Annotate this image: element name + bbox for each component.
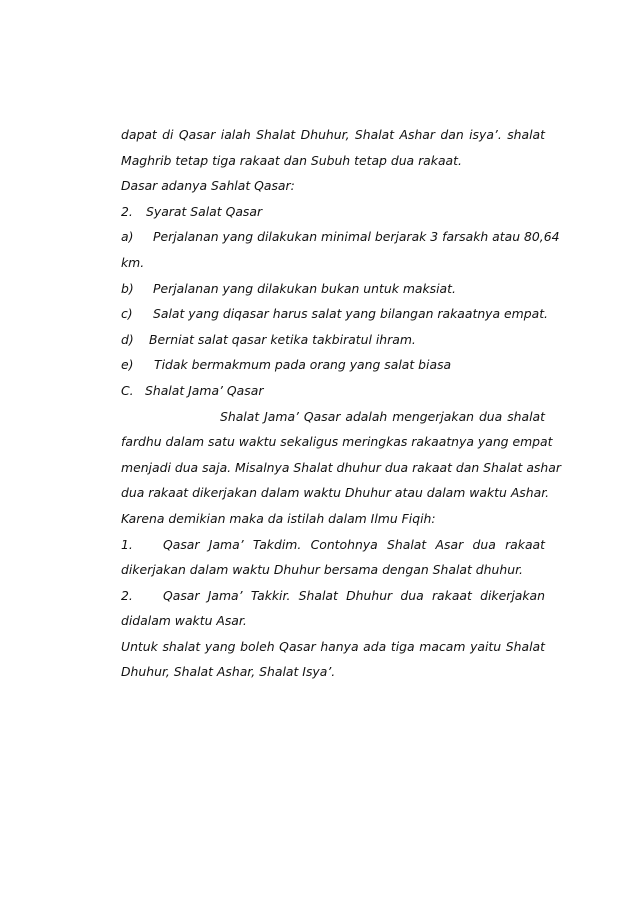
list-marker: a) [121, 229, 134, 245]
list-item-text: Berniat salat qasar ketika takbiratul ihram. [149, 331, 416, 347]
list-item-text: Perjalanan yang dilakukan minimal berjarak 3 farsakh atau 80,64 [153, 229, 560, 245]
list-item [121, 327, 545, 353]
section-title: Syarat Salat Qasar [146, 203, 263, 219]
term-item [121, 532, 545, 558]
text-line: menjadi dua saja. Misalnya Shalat dhuhur dua rakaat dan Shalat ashar [121, 459, 561, 475]
section-heading-2 [121, 199, 545, 225]
text-line: Maghrib tetap tiga rakaat dan Subuh tetap dua rakaat. [121, 152, 462, 168]
list-item [121, 352, 545, 378]
text-line: Dhuhur, Shalat Ashar, Shalat Isya’. [121, 664, 336, 680]
section-heading-c [121, 378, 545, 404]
list-item-text: Perjalanan yang dilakukan bukan untuk maksiat. [153, 280, 456, 296]
text-line: Untuk shalat yang boleh Qasar hanya ada tiga macam yaitu Shalat [121, 638, 545, 654]
document-body [121, 122, 561, 685]
list-marker: b) [121, 280, 134, 296]
text-line: dapat di Qasar ialah Shalat Dhuhur, Shalat Ashar dan isya’. shalat [121, 127, 545, 142]
term-text: Qasar Jama’ Takdim. Contohnya Shalat Asar dua rakaat [163, 536, 545, 552]
paragraph-first-line: Shalat Jama’ Qasar adalah mengerjakan dua shalat [220, 408, 545, 424]
list-marker: 1. [121, 536, 133, 552]
text-line: Karena demikian maka da istilah dalam Ilmu Fiqih: [121, 510, 436, 526]
list-item-continuation: km. [121, 254, 145, 270]
list-item [121, 224, 560, 250]
term-continuation: dikerjakan dalam waktu Dhuhur bersama dengan Shalat dhuhur. [121, 562, 523, 578]
list-item-text: Salat yang diqasar harus salat yang bilangan rakaatnya empat. [153, 306, 548, 322]
term-item [121, 583, 545, 609]
list-item [121, 301, 548, 327]
text-line: fardhu dalam satu waktu sekaligus meringkas rakaatnya yang empat [121, 434, 553, 450]
section-title: Shalat Jama’ Qasar [145, 382, 264, 398]
list-marker: 2. [121, 203, 133, 219]
list-item-text: Tidak bermakmum pada orang yang salat biasa [154, 357, 452, 373]
list-marker: d) [121, 331, 134, 347]
term-continuation: didalam waktu Asar. [121, 613, 247, 629]
list-marker: c) [121, 306, 133, 322]
text-line: dua rakaat dikerjakan dalam waktu Dhuhur atau dalam waktu Ashar. [121, 485, 550, 501]
list-marker: C. [121, 382, 134, 398]
list-marker: 2. [121, 587, 133, 603]
list-item [121, 276, 545, 302]
term-text: Qasar Jama’ Takkir. Shalat Dhuhur dua rakaat dikerjakan [163, 587, 545, 603]
list-marker: e) [121, 357, 134, 373]
text-line: Dasar adanya Sahlat Qasar: [121, 178, 295, 194]
